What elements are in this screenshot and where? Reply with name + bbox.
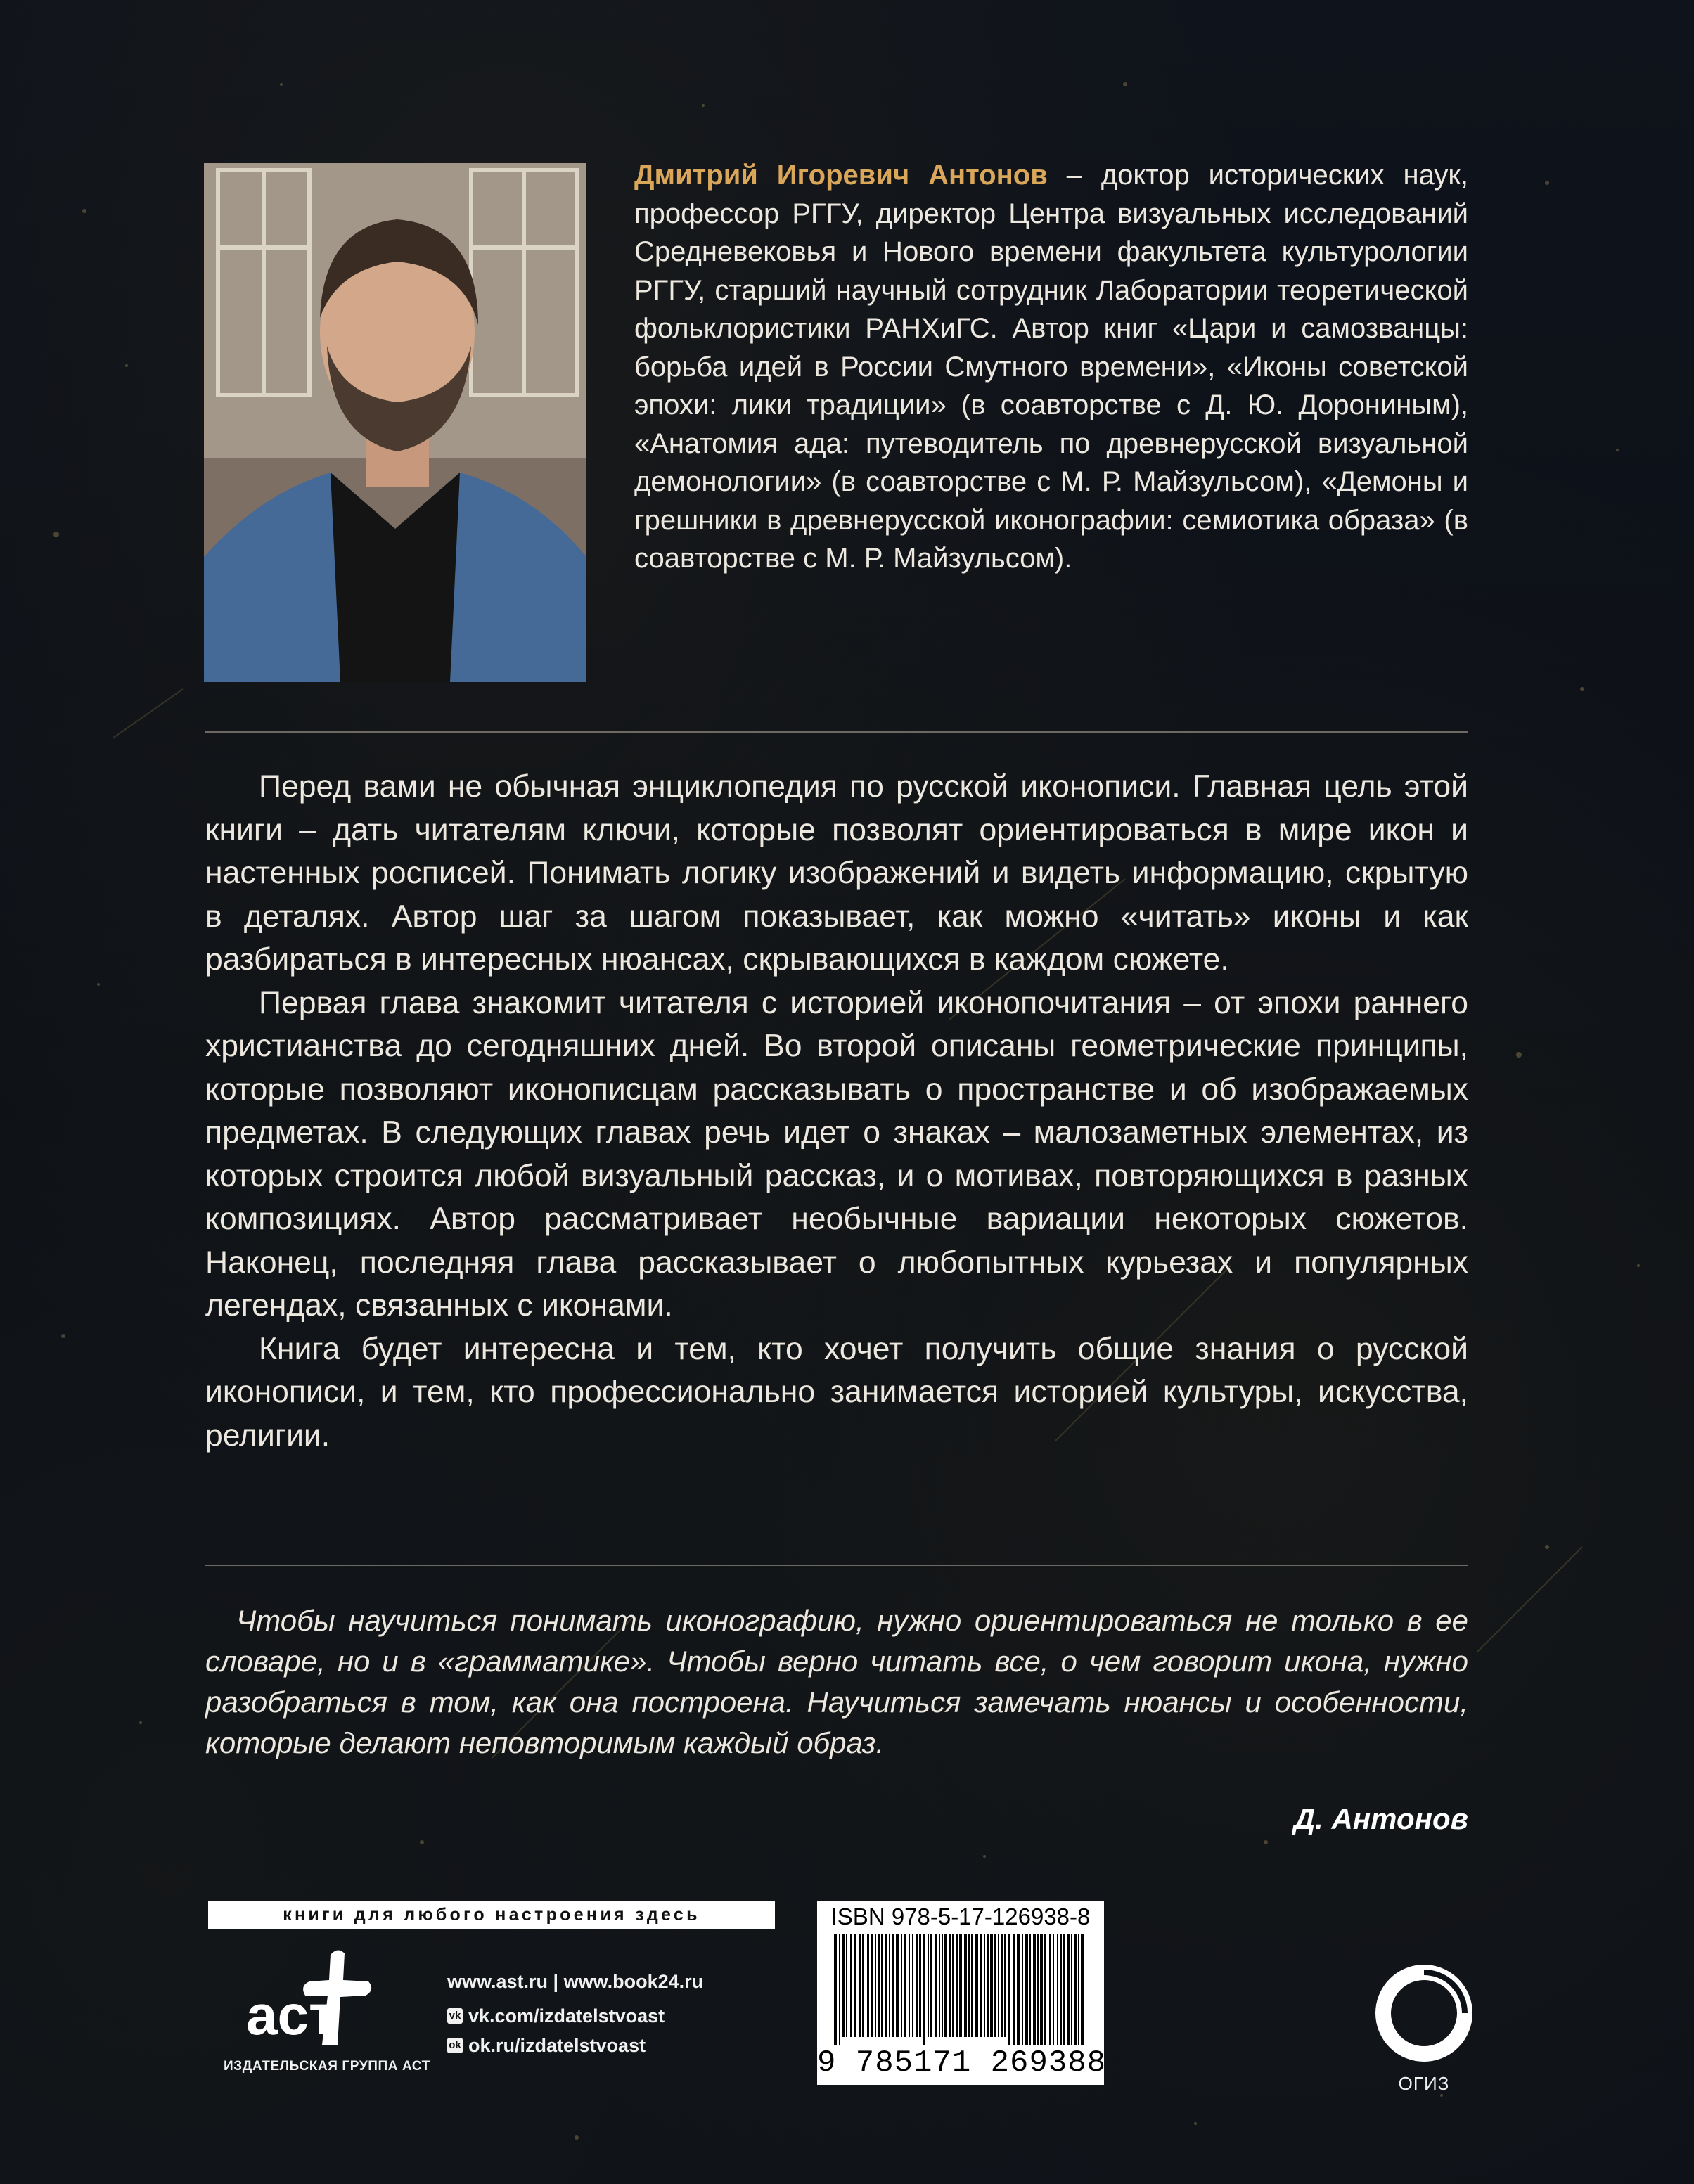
barcode-bar <box>923 1934 925 2045</box>
book-annotation <box>205 765 1468 1457</box>
annotation-paragraph: Книга будет интересна и тем, кто хочет получить общие знания о русской иконописи, и тем, кто профессионально занимается историей культуры, искусства, религии. <box>205 1331 1468 1453</box>
barcode-bar <box>971 1934 973 2037</box>
ast-logo-icon <box>232 1946 401 2052</box>
barcode-bar <box>935 1934 937 2037</box>
publisher-caption: ИЗДАТЕЛЬСКАЯ ГРУППА АСТ <box>224 2059 430 2074</box>
barcode-bar <box>850 1934 852 2037</box>
barcode-bar <box>1074 1934 1077 2045</box>
barcode-bar <box>901 1934 902 2037</box>
barcode-bar <box>839 1934 840 2045</box>
barcode-bar <box>889 1934 890 2037</box>
barcode-bar <box>859 1934 861 2037</box>
barcode-bar <box>885 1934 887 2037</box>
divider-top <box>205 731 1468 733</box>
barcode-bar <box>1013 1934 1015 2045</box>
author-quote <box>205 1600 1468 1764</box>
barcode-bar <box>1067 1934 1070 2045</box>
barcode-bar <box>1078 1934 1079 2045</box>
barcode-bar <box>1063 1934 1065 2045</box>
barcode-digits: 9 785171 269388 <box>817 2045 1107 2081</box>
divider-bottom <box>205 1565 1468 1566</box>
barcode-bar <box>1044 1934 1046 2045</box>
author-name: Дмитрий Игоревич Антонов <box>634 160 1048 191</box>
isbn-barcode <box>817 1901 1107 2085</box>
barcode-bar <box>896 1934 899 2037</box>
barcode-bar <box>952 1934 954 2037</box>
barcode-bar <box>1008 1934 1010 2045</box>
barcode-bar <box>944 1934 947 2037</box>
barcode-bar <box>980 1934 982 2037</box>
barcode-bar <box>964 1934 967 2037</box>
barcode-bar <box>930 1934 932 2037</box>
barcode-bar <box>1049 1934 1051 2045</box>
barcode-bar <box>994 1934 996 2037</box>
quote-signature: Д. Антонов <box>1293 1802 1468 1835</box>
barcode-bar <box>881 1934 883 2037</box>
publisher-links <box>447 1962 703 2060</box>
ok-link[interactable] <box>447 2031 703 2060</box>
author-bio <box>634 156 1468 578</box>
barcode-bar <box>904 1934 906 2037</box>
barcode-bar <box>1057 1934 1058 2045</box>
barcode-bar <box>1071 1934 1072 2045</box>
barcode-bar <box>939 1934 940 2037</box>
barcode-bar <box>854 1934 856 2037</box>
author-bio-text: – доктор исторических наук, профессор РГГУ, директор Центра визуальных исследований Средневековья и Нового времени факультета культурологии РГГУ, старший научный сотрудник Лаборатории теоретической фольклористики РАНХиГС. Автор книг «Цари и самозванцы: борьба идей в России Смутного времени», «Иконы советской эпохи: лики традиции» (в соавторстве с Д. Ю. Дорониным), «Анатомия ада: путеводитель по древнерусской визуальной демонологии» (в соавторстве с М. Р. Майзульсом), «Демоны и грешники в древнерусской иконографии: семиотика образа» (в соавторстве с М. Р. Майзульсом). <box>634 160 1468 574</box>
imprint-name: ОГИЗ <box>1398 2073 1450 2094</box>
barcode-bar <box>875 1934 876 2037</box>
barcode-bar <box>846 1934 847 2037</box>
isbn-label: ISBN 978-5-17-126938-8 <box>830 1903 1091 1929</box>
barcode-bar <box>984 1934 985 2037</box>
annotation-paragraph: Первая глава знакомит читателя с историей иконопочитания – от эпохи раннего христианства до сегодняшних дней. Во второй описаны геометрические принципы, которые позволяют иконописцам рассказывать о пространстве и об изображаемых предметах. В следующих главах речь идет о знаках – малозаметных элементах, из которых строится любой визуальный рассказ, и о мотивах, повторяющихся в разных композициях. Автор рассматривает необычные вариации некоторых сюжетов. Наконец, последняя глава рассказывает о любопытных курьезах и популярных легендах, связанных с иконами. <box>205 985 1468 1323</box>
ogiz-logo-icon <box>1371 1960 1477 2066</box>
barcode-bar <box>1081 1934 1084 2045</box>
barcode-bar <box>834 1934 837 2045</box>
slogan-banner: книги для любого настроения здесь <box>208 1901 775 1929</box>
barcode-bar <box>968 1934 970 2037</box>
ok-icon: ok <box>447 2038 463 2053</box>
quote-text: Чтобы научиться понимать иконографию, нужно ориентироваться не только в ее словаре, но и в «грамматике». Чтобы верно читать все, о чем говорит икона, нужно разобраться в том, как она построена. Научиться замечать нюансы и особенности, которые делают неповторимым каждый образ. <box>205 1604 1468 1759</box>
barcode-bar <box>998 1934 999 2037</box>
barcode-bar <box>990 1934 993 2037</box>
barcode-bar <box>1037 1934 1039 2045</box>
barcode-bar <box>928 1934 929 2037</box>
barcode-bar <box>1004 1934 1006 2037</box>
barcode-bar <box>1001 1934 1003 2037</box>
barcode-bar <box>867 1934 869 2037</box>
barcode-bar <box>842 1934 845 2037</box>
barcode-bar <box>1025 1934 1028 2045</box>
vk-icon: vk <box>447 2008 463 2024</box>
barcode-bar <box>956 1934 958 2037</box>
barcode-bars <box>831 1934 1090 2045</box>
barcode-bar <box>862 1934 864 2037</box>
vk-link-text: vk.com/izdatelstvoast <box>468 2005 665 2026</box>
barcode-bar <box>949 1934 951 2037</box>
barcode-bar <box>987 1934 989 2037</box>
barcode-bar <box>1060 1934 1062 2045</box>
barcode-bar <box>919 1934 921 2037</box>
barcode-bar <box>871 1934 873 2037</box>
barcode-bar <box>1040 1934 1043 2045</box>
barcode-bar <box>1053 1934 1054 2045</box>
barcode-bar <box>912 1934 913 2037</box>
author-photo <box>204 163 586 682</box>
barcode-bar <box>878 1934 880 2037</box>
sites-link[interactable]: www.ast.ru | www.book24.ru <box>447 1970 704 1992</box>
barcode-bar <box>1017 1934 1020 2045</box>
barcode-bar <box>975 1934 978 2037</box>
ast-logo-text: аст <box>246 1984 337 2046</box>
vk-link[interactable] <box>447 2001 703 2031</box>
barcode-bar <box>942 1934 943 2037</box>
ok-link-text: ok.ru/izdatelstvoast <box>468 2034 646 2056</box>
barcode-bar <box>916 1934 918 2037</box>
barcode-bar <box>909 1934 910 2037</box>
barcode-bar <box>1022 1934 1023 2045</box>
barcode-bar <box>892 1934 894 2037</box>
barcode-bar <box>1029 1934 1031 2045</box>
annotation-paragraph: Перед вами не обычная энциклопедия по русской иконописи. Главная цель этой книги – дать читателям ключи, которые позволят ориентироваться в мире икон и настенных росписей. Понимать логику изображений и видеть информацию, скрытую в деталях. Автор шаг за шагом показывает, как можно «читать» иконы и как разбираться в интересных нюансах, скрывающихся в каждом сюжете. <box>205 769 1468 977</box>
barcode-bar <box>1033 1934 1036 2045</box>
barcode-bar <box>959 1934 962 2037</box>
